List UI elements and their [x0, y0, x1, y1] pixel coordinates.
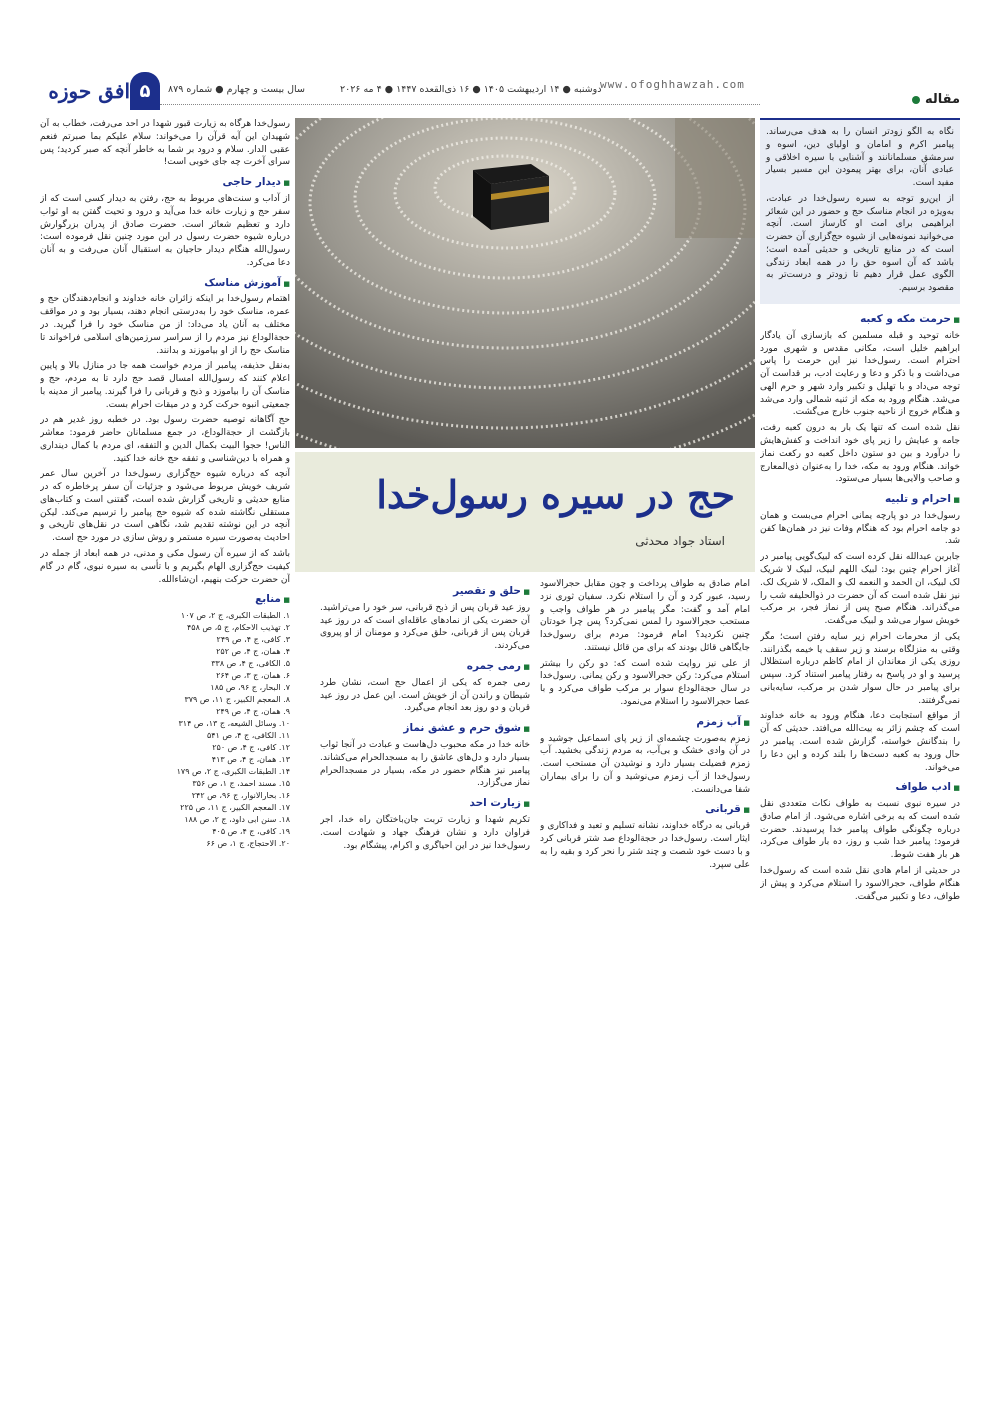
subheading: ■ شوق حرم و عشق نماز: [320, 721, 530, 736]
reference-item: ۱۹. کافی، ج ۴، ص ۴۰۵: [212, 827, 290, 837]
masthead-logo: [40, 70, 160, 112]
column-middle-right: [540, 578, 750, 1408]
paragraph: یکی از محرمات احرام زیر سایه رفتن است؛ مگر وقتی به منزلگاه برسند و زیر سقف یا خیمه بگذرانند. روزی یکی از معاندان از امام کاظم درباره استظلال پرسید و او در پاسخ به رفتار پیامبر استناد کرد. سپس برای پیامبر در حال سوار شدن بر مرکب، سایه‌بانی نمی‌گرفتند.: [760, 631, 960, 706]
paragraph: از آداب و سنت‌های مربوط به حج، رفتن به دیدار کسی است که از سفر حج و زیارت خانه خدا می‌آید و درود و تحیت گفتن به او ثواب دارد و تعظیم شعائر است. حضرت صادق از پدران بزرگوارش درباره شیوه حضرت رسول در این مورد چنین نقل فرموده است: رسول‌الله هنگام دیدار حاجیان به استقبال آنان می‌رفت و به آنان دعا می‌کرد.: [40, 193, 290, 268]
brand-name: افق حوزه: [48, 79, 130, 103]
subheading: ■ حرمت مکه و کعبه: [760, 312, 960, 327]
paragraph: اهتمام رسول‌خدا بر اینکه زائران خانه خداوند و انجام‌دهندگان حج و عمره، مناسک خود را به‌درستی انجام دهند، بسیار بود و در مواقف مختلف به آنان یاد می‌داد: از من مناسک خود را فرا گیرید. در حجة‌الوداع نیز مردم را از سراسر سرزمین‌های اسلامی فراخواند تا مناسک حج را از او بیاموزند و بدانند.: [40, 294, 290, 356]
header-divider: [160, 104, 760, 105]
paragraph: از مواقع استجابت دعا، هنگام ورود به خانه خداوند است که چشم زائر به بیت‌الله می‌افتد. حدیثی که آن را بندگانش خواسته، گزارش شده است. پیامبر در حال ورود به کعبه دست‌ها را بلند کرده و این دعا را می‌خواند.: [760, 711, 960, 773]
mosque-arcade: [675, 118, 755, 238]
paragraph: قربانی به درگاه خداوند، نشانه تسلیم و تعبد و فداکاری و ایثار است. رسول‌خدا در حجة‌الوداع صد شتر قربانی کرد و با دست خود شصت و چند شتر را نحر کرد و بقیه را به علی سپرد.: [540, 821, 750, 870]
column-right: [760, 118, 960, 1408]
subheading: ■ آب زمزم: [540, 715, 750, 730]
reference-item: ۱۷. المعجم الکبیر، ج ۱۱، ص ۲۲۵: [180, 803, 290, 813]
reference-item: ۸. المعجم الکبیر، ج ۱۱، ص ۳۷۹: [184, 695, 290, 705]
paragraph: خانه خدا در مکه محبوب دل‌هاست و عبادت در آنجا ثواب بسیار دارد و دل‌های عاشق را به مسجدالحرام می‌کشاند. پیامبر نیز هنگام حضور در مکه، بسیار در مسجدالحرام نماز می‌گزارد.: [320, 740, 530, 789]
paragraph: جابربن عبدالله نقل کرده است که لبیک‌گویی پیامبر در آغاز احرام چنین بود: لبیک اللهم لبیک، لبیک لا شریک لک لبیک، ان الحمد و النعمه لک و الملک، لا شریک لک. نیز نقل شده است که آن حضرت در ذوالحلیفه شب را می‌گذراند. هنگام صبح پس از نماز فجر، بر مرکب خویش سوار می‌شد و لبیک می‌گفت.: [760, 552, 960, 627]
paragraph: زمزم به‌صورت چشمه‌ای از زیر پای اسماعیل جوشید و در آن وادی خشک و بی‌آب، به مردم زندگی بخشید. آب زمزم فضیلت بسیار دارد و نوشیدن آن مستحب است. رسول‌خدا از آب زمزم می‌نوشید و آن را برای بیماران شفا می‌دانست.: [540, 733, 750, 795]
paragraph: رسول‌خدا هرگاه به زیارت قبور شهدا در احد می‌رفت، خطاب به آن شهیدان این آیه قرآن را می‌خواند: سلام علیکم بما صبرتم فنعم عقبی الدار. سلام و درود بر شما به خاطر آنچه که صبر کردید؛ پس سرای آخرت چه جای خوبی است!: [40, 119, 290, 168]
subheading: ■ قربانی: [540, 802, 750, 817]
subheading: ■ حلق و تقصیر: [320, 584, 530, 599]
kaaba-photo: [295, 118, 755, 448]
paragraph: حج آگاهانه توصیه حضرت رسول بود. در خطبه روز غدیر هم در بازگشت از حجة‌الوداع، در جمع مسلمانان حاضر فرمود: معاشر الناس! حجوا البیت بکمال الدین و التفقه، ای مردم با کمال دینداری و همراه با دین‌شناسی و تفقه حج خانه خدا کنید.: [40, 415, 290, 464]
reference-item: ۱۶. بحارالانوار، ج ۹۶، ص ۲۴۲: [191, 791, 290, 801]
paragraph: رمی جمره که یکی از اعمال حج است، نشان طرد شیطان و راندن آن از خویش است. این عمل در روز عید قربان و دو روز بعد انجام می‌گیرد.: [320, 677, 530, 714]
intro-box: [760, 118, 960, 304]
reference-item: ۴. همان، ج ۴، ص ۲۵۲: [216, 647, 290, 657]
intro-paragraph: نگاه به الگو زودتر انسان را به هدف می‌رساند. پیامبر اکرم و امامان و اولیای دین، اسوه و سرمشق مسلمانانند و آشنایی با سیره اخلاقی و عبادی آنان، برای بهتر پیمودن این مسیر بسیار مفید است.: [766, 127, 954, 189]
reference-item: ۷. البحار، ج ۹۶، ص ۱۸۵: [210, 683, 290, 693]
reference-item: ۶. همان، ج ۳، ص ۲۶۴: [216, 671, 290, 681]
reference-item: ۵. الکافی، ج ۴، ص ۳۳۸: [211, 659, 290, 669]
reference-item: ۱۲. کافی، ج ۴، ص ۲۵۰: [212, 743, 290, 753]
reference-item: ۲۰. الاحتجاج، ج ۱، ص ۶۶: [206, 839, 290, 849]
reference-item: ۲. تهذیب الاحکام، ج ۵، ص ۴۵۸: [186, 623, 290, 633]
paragraph: رسول‌خدا در دو پارچه یمانی احرام می‌بست و همان دو جامه احرام بود که هنگام وفات نیز در همان‌ها کفن شد.: [760, 510, 960, 547]
reference-item: ۳. کافی، ج ۴، ص ۲۴۹: [216, 635, 290, 645]
paragraph: از علی نیز روایت شده است که: دو رکن را بیشتر استلام می‌کرد: رکن حجرالاسود و رکن یمانی. رسول‌خدا در سال حجة‌الوداع سوار بر مرکب طواف می‌کرد و با عصا حجرالاسود را استلام می‌نمود.: [540, 658, 750, 707]
subheading: ■ آموزش مناسک: [40, 276, 290, 291]
section-label-text: مقاله: [924, 92, 960, 107]
intro-paragraph: از این‌رو توجه به سیره رسول‌خدا در عبادت، به‌ویژه در انجام مناسک حج و حضور در این شعائر ابراهیمی برای امت او کارساز است. آنچه می‌خوانید نمونه‌هایی از شیوه حج‌گزاری آن حضرت است که در منابع تاریخی و حدیثی آمده است؛ باشد که آن اسوه حق را در همه ابعاد زندگی الگوی عمل قرار دهیم تا زودتر و درست‌تر به مقصود برسیم.: [766, 193, 954, 294]
article-author: استاد جواد محدثی: [635, 534, 725, 548]
reference-item: ۹. همان، ج ۴، ص ۲۴۹: [216, 707, 290, 717]
page-header: [40, 70, 960, 112]
subheading: ■ رمی جمره: [320, 659, 530, 674]
section-dot-icon: [912, 96, 920, 104]
paragraph: باشد که از سیره آن رسول مکی و مدنی، در همه ابعاد از جمله در کیفیت حج‌گزاری الهام بگیریم و با تأسی به سیره نبوی، گام در گام آن حضرت حرکت بنهیم، ان‌شاءالله.: [40, 549, 290, 585]
reference-item: ۱۰. وسائل الشیعه، ج ۱۳، ص ۳۱۴: [178, 719, 290, 729]
date-meta: دوشنبه ● ۱۴ اردیبهشت ۱۴۰۵ ● ۱۶ ذی‌القعده ۱۴۴۷ ● ۴ مه ۲۰۲۶: [340, 84, 602, 95]
reference-item: ۱۵. مسند احمد، ج ۱، ص ۳۵۶: [192, 779, 290, 789]
title-box: [295, 452, 755, 572]
reference-item: ۱۸. سنن ابی داود، ج ۲، ص ۱۸۸: [184, 815, 290, 825]
article-title: حج در سیره رسول‌خدا: [376, 472, 735, 517]
column-middle-left: [320, 578, 530, 1408]
subheading: ■ زیارت احد: [320, 796, 530, 811]
subheading: ■ ادب طواف: [760, 780, 960, 795]
paragraph: آنچه که درباره شیوه حج‌گزاری رسول‌خدا در آخرین سال عمر شریف خویش مربوط می‌شود و جزئیات آن سفر پرخاطره که در منابع حدیثی و تاریخی گزارش شده است، گفتنی است و کتاب‌های مستقلی نگاشته شده که شیوه حج پیامبر را ترسیم می‌کند. لیکن آنچه در این نوشته تقدیم شد، نگاهی است در نقل‌های تاریخی و احادیث به‌صورت سیره مستمر و روش سازی در مورد حج است.: [40, 469, 290, 544]
subheading: ■ احرام و تلبیه: [760, 492, 960, 507]
kaaba-side-front: [491, 176, 549, 230]
reference-item: ۱۳. همان، ج ۴، ص ۴۱۳: [211, 755, 290, 765]
site-url[interactable]: www.ofoghhawzah.com: [600, 78, 745, 91]
references-heading: ■ منابع: [40, 592, 290, 607]
paragraph: در سیره نبوی نسبت به طواف نکات متعددی نقل شده است که به برخی اشاره می‌شود. از امام صادق درباره چگونگی طواف پیامبر خدا پرسیدند. حضرت فرمود: پیامبر خدا شب و روز، ده بار طواف می‌کرد، هر بار هفت شوط.: [760, 799, 960, 861]
page-number: ۵: [130, 72, 160, 110]
reference-item: ۱۴. الطبقات الکبری، ج ۲، ص ۱۷۹: [176, 767, 290, 777]
paragraph: خانه توحید و قبله مسلمین که بازسازی آن یادگار ابراهیم خلیل است، مکانی مقدس و شهری مورد احترام است. رسول‌خدا نیز این حرمت را پاس می‌داشت و با ذکر و دعا و رعایت ادب، بر قداست آن توجه می‌داد و با تهلیل و تکبیر وارد شهر و حرم الهی می‌شد. هنگام ورود به مکه از ثنیه شمالی وارد می‌شد و هنگام خروج از ناحیه جنوب خارج می‌گشت.: [760, 330, 960, 418]
subheading: ■ دیدار حاجی: [40, 175, 290, 190]
column-left: [40, 118, 290, 1408]
paragraph: نقل شده است که تنها یک بار به درون کعبه رفت، جامه و عبایش را زیر پای خود انداخت و کفش‌هایش را درآورد و بین دو ستون داخل کعبه دو رکعت نماز خواند. هنگام ورود به مکه، خدا را به‌عنوان ذی‌المعارج و صاحب والایی‌ها بسیار می‌ستود.: [760, 423, 960, 485]
paragraph: در حدیثی از امام هادی نقل شده است که رسول‌خدا هنگام طواف، حجرالاسود را استلام می‌کرد و پیش از طواف، دعا و تکبیر می‌گفت.: [760, 866, 960, 902]
reference-item: ۱۱. الکافی، ج ۴، ص ۵۴۱: [206, 731, 290, 741]
references-list: [40, 610, 290, 850]
section-label: [912, 92, 960, 107]
paragraph: امام صادق به طواف پرداخت و چون مقابل حجرالاسود رسید، عبور کرد و آن را استلام نکرد. سفیان ثوری نزد امام آمد و گفت: مگر پیامبر در هر طواف واجب و مستحب حجرالاسود را لمس نمی‌کرد؟ پس چرا خودتان چنین نکردید؟ امام فرمود: مردم برای رسول‌خدا جایگاهی قائل بودند که برای من قائل نیستند.: [540, 579, 750, 653]
paragraph: به‌نقل حذیفه، پیامبر از مردم خواست همه جا در منازل بالا و پایین اعلام کنند که رسول‌الله امسال قصد حج دارد تا به مردم، حج و مناسک آن را بیاموزد و ذبح و قربانی را فرا گیرند. پیامبر از مدینه با جمعیتی انبوه حرکت کرد و در میقات احرام بست.: [40, 361, 290, 410]
reference-item: ۱. الطبقات الکبری، ج ۲، ص ۱۰۷: [180, 611, 290, 621]
issue-meta: سال بیست و چهارم ● شماره ۸۷۹: [168, 84, 305, 95]
kaaba-illustration: [295, 118, 755, 448]
paragraph: روز عید قربان پس از ذبح قربانی، سر خود را می‌تراشید. آن حضرت یکی از نمادهای عاقله‌ای است که در روز عید قربان پس از قربانی، حلق می‌کرد و مومنان از او پیروی می‌کردند.: [320, 602, 530, 652]
paragraph: تکریم شهدا و زیارت تربت جان‌باختگان راه خدا، اجر فراوان دارد و نشان فرهنگ جهاد و شهادت است. رسول‌خدا نیز در این احیاگری و اکرام، پیشگام بود.: [320, 815, 530, 851]
